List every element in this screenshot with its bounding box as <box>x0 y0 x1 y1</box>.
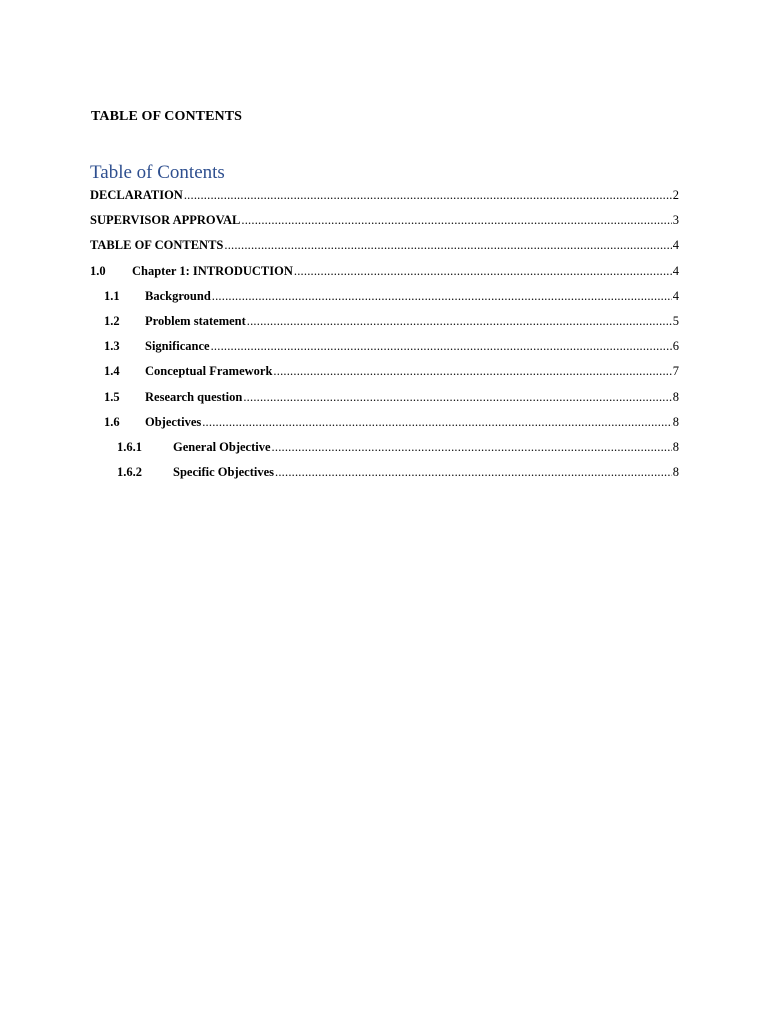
toc-dot-leader <box>243 390 671 405</box>
toc-entry[interactable] <box>90 213 679 238</box>
toc-dot-leader <box>211 339 672 354</box>
toc-entry[interactable] <box>90 314 679 339</box>
toc-entry-label: Significance <box>145 339 210 354</box>
toc-entry-label: DECLARATION <box>90 188 183 202</box>
toc-entry[interactable] <box>90 465 679 490</box>
toc-entry[interactable] <box>90 264 679 289</box>
toc-entry-page-number: 5 <box>672 313 679 328</box>
toc-entry[interactable] <box>90 440 679 465</box>
toc-entry-number: 1.2 <box>104 313 120 328</box>
toc-entry-page-number: 7 <box>672 364 679 379</box>
toc-dot-leader <box>241 213 671 228</box>
toc-entry-page-number: 2 <box>672 188 679 202</box>
toc-entry-number: 1.4 <box>104 364 120 379</box>
toc-entry-label: Research question <box>145 389 243 404</box>
toc-entry-number: 1.0 <box>90 263 106 278</box>
toc-entry[interactable] <box>90 415 679 440</box>
toc-dot-leader <box>275 465 672 480</box>
toc-entry[interactable] <box>90 390 679 415</box>
toc-entry-label: Conceptual Framework <box>145 364 273 379</box>
toc-entry-number: 1.6.1 <box>117 439 142 454</box>
toc-entry-page-number: 4 <box>672 263 679 278</box>
toc-entry-page-number: 8 <box>672 414 679 429</box>
toc-entry[interactable] <box>90 339 679 364</box>
toc-entry-label: General Objective <box>173 439 271 454</box>
toc-dot-leader <box>247 314 672 329</box>
toc-dot-leader <box>212 289 672 304</box>
toc-title: Table of Contents <box>90 162 225 183</box>
toc-entry[interactable] <box>90 188 679 213</box>
toc-entry[interactable] <box>90 364 679 389</box>
toc-list <box>90 188 679 490</box>
toc-entry-page-number: 4 <box>672 238 679 253</box>
toc-dot-leader <box>184 188 672 203</box>
document-heading: TABLE OF CONTENTS <box>91 109 243 124</box>
toc-entry-number: 1.3 <box>104 339 120 354</box>
toc-entry-label: Objectives <box>145 414 202 429</box>
toc-entry-label: Problem statement <box>145 313 246 328</box>
toc-entry-number: 1.1 <box>104 288 120 303</box>
toc-dot-leader <box>224 238 671 253</box>
toc-entry[interactable] <box>90 238 679 263</box>
toc-dot-leader <box>272 440 672 455</box>
toc-dot-leader <box>202 415 672 430</box>
toc-entry[interactable] <box>90 289 679 314</box>
toc-dot-leader <box>294 264 672 279</box>
toc-entry-page-number: 4 <box>672 288 679 303</box>
toc-entry-page-number: 8 <box>672 389 679 404</box>
toc-entry-label: Background <box>145 288 211 303</box>
toc-entry-label: Specific Objectives <box>173 465 275 480</box>
toc-entry-number: 1.5 <box>104 389 120 404</box>
toc-entry-page-number: 8 <box>672 465 679 480</box>
toc-entry-page-number: 6 <box>672 339 679 354</box>
toc-entry-label: SUPERVISOR APPROVAL <box>90 213 241 228</box>
toc-entry-label: Chapter 1: INTRODUCTION <box>132 263 293 278</box>
toc-entry-page-number: 3 <box>672 213 679 228</box>
toc-entry-page-number: 8 <box>672 439 679 454</box>
toc-entry-number: 1.6.2 <box>117 465 142 480</box>
toc-dot-leader <box>273 364 671 379</box>
toc-entry-label: TABLE OF CONTENTS <box>90 238 224 253</box>
toc-entry-number: 1.6 <box>104 414 120 429</box>
